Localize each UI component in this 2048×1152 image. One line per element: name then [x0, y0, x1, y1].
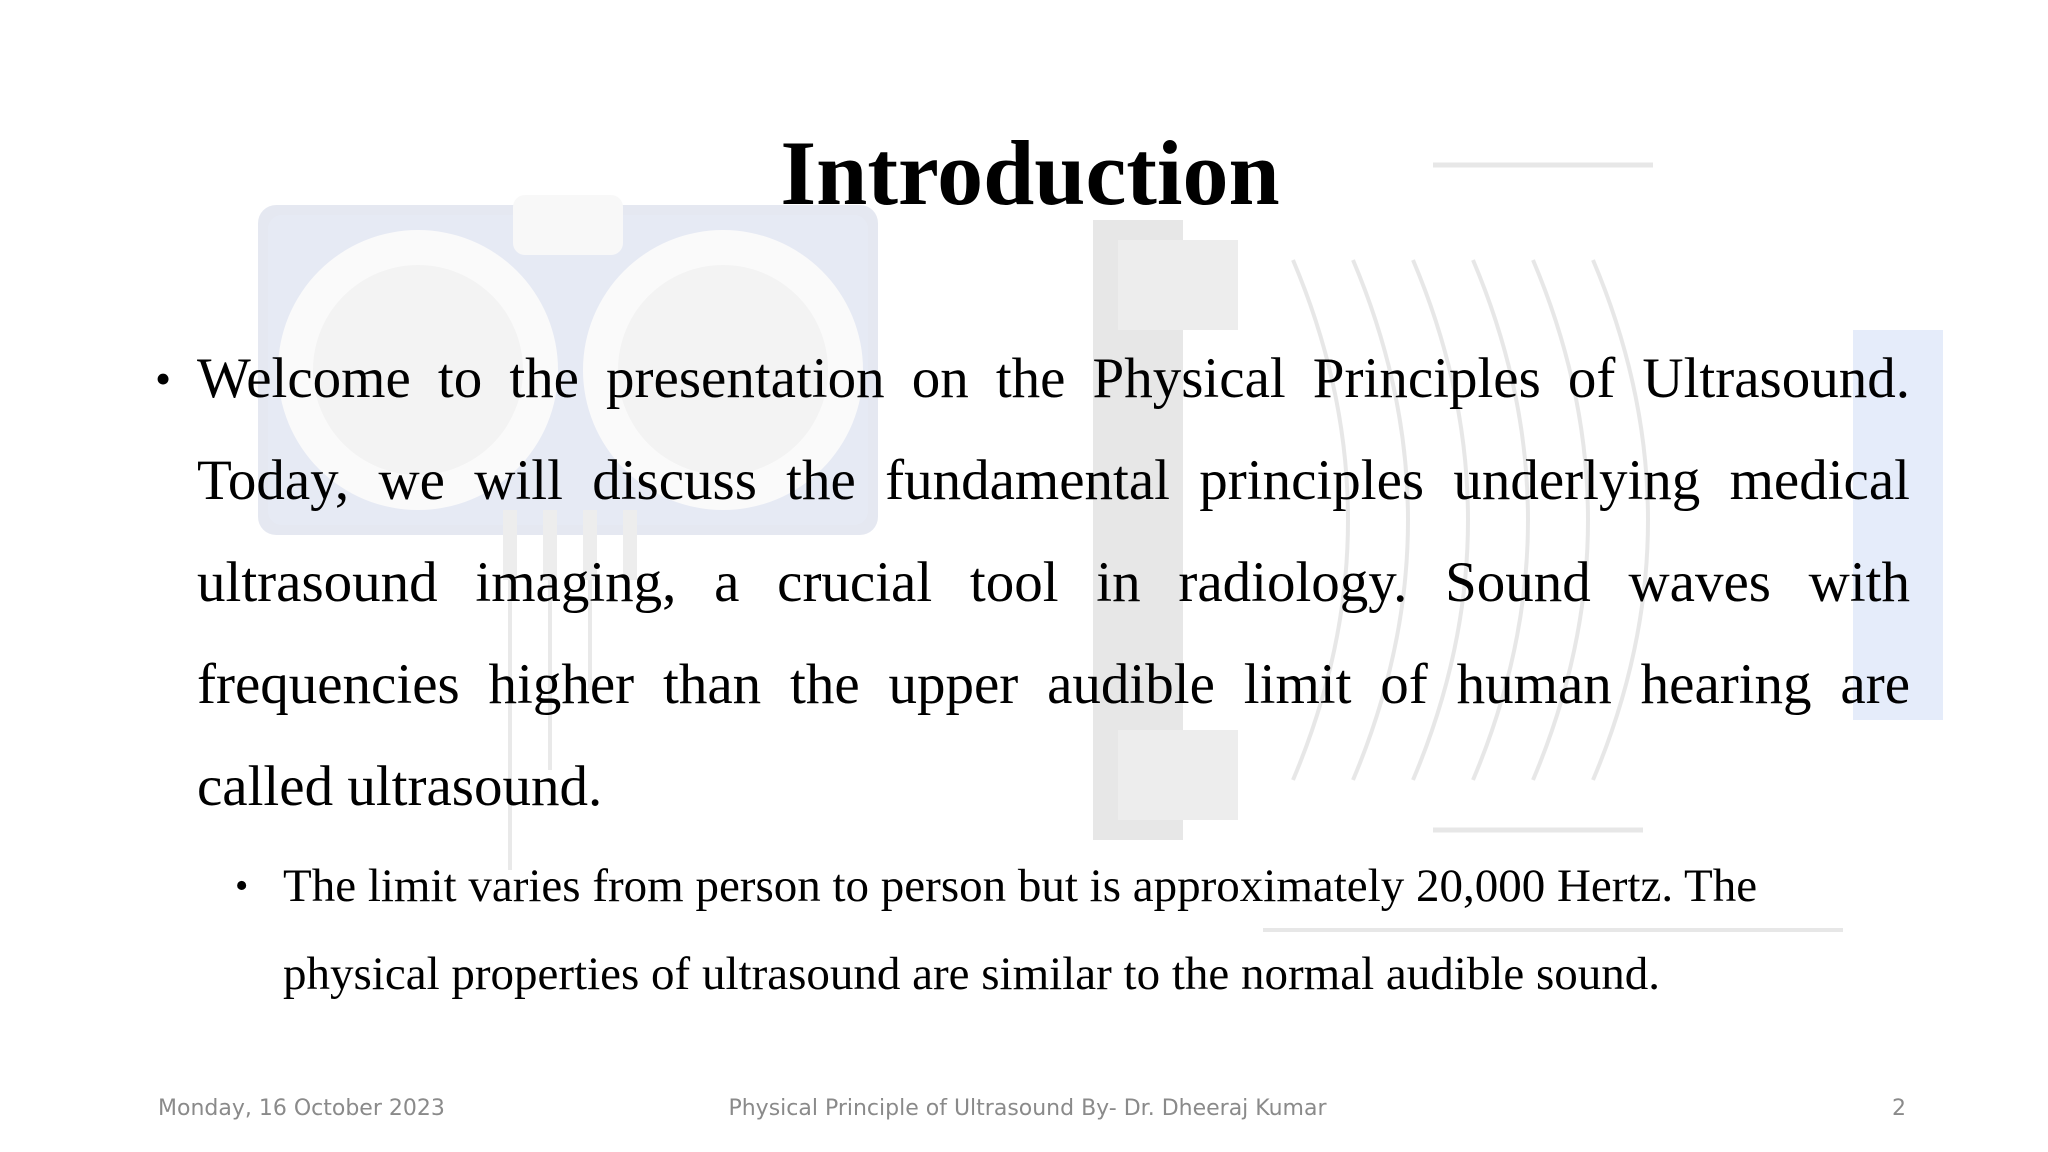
sub-bullet-item	[155, 842, 1910, 1018]
sub-bullet-text: The limit varies from person to person but is approximately 20,000 Hertz. The physical properties of ultrasound are similar to the normal audible sound.	[283, 860, 1758, 1000]
footer-date: Monday, 16 October 2023	[158, 1096, 445, 1121]
bullet-item	[155, 328, 1910, 838]
slide-body	[155, 328, 1910, 1018]
footer-title: Physical Principle of Ultrasound By- Dr. Dheeraj Kumar	[728, 1096, 1327, 1121]
slide-title: Introduction	[780, 122, 1280, 224]
bullet-icon: •	[155, 353, 172, 404]
bullet-text: Welcome to the presentation on the Physical Principles of Ultrasound. Today, we will discuss the fundamental principles underlying medical ultrasound imaging, a crucial tool in radiology. Sound waves with frequencies higher than the upper audible limit of human hearing are called ultrasound.	[197, 347, 1910, 818]
page-number: 2	[1892, 1096, 1906, 1121]
sub-bullet-icon: •	[235, 865, 249, 907]
